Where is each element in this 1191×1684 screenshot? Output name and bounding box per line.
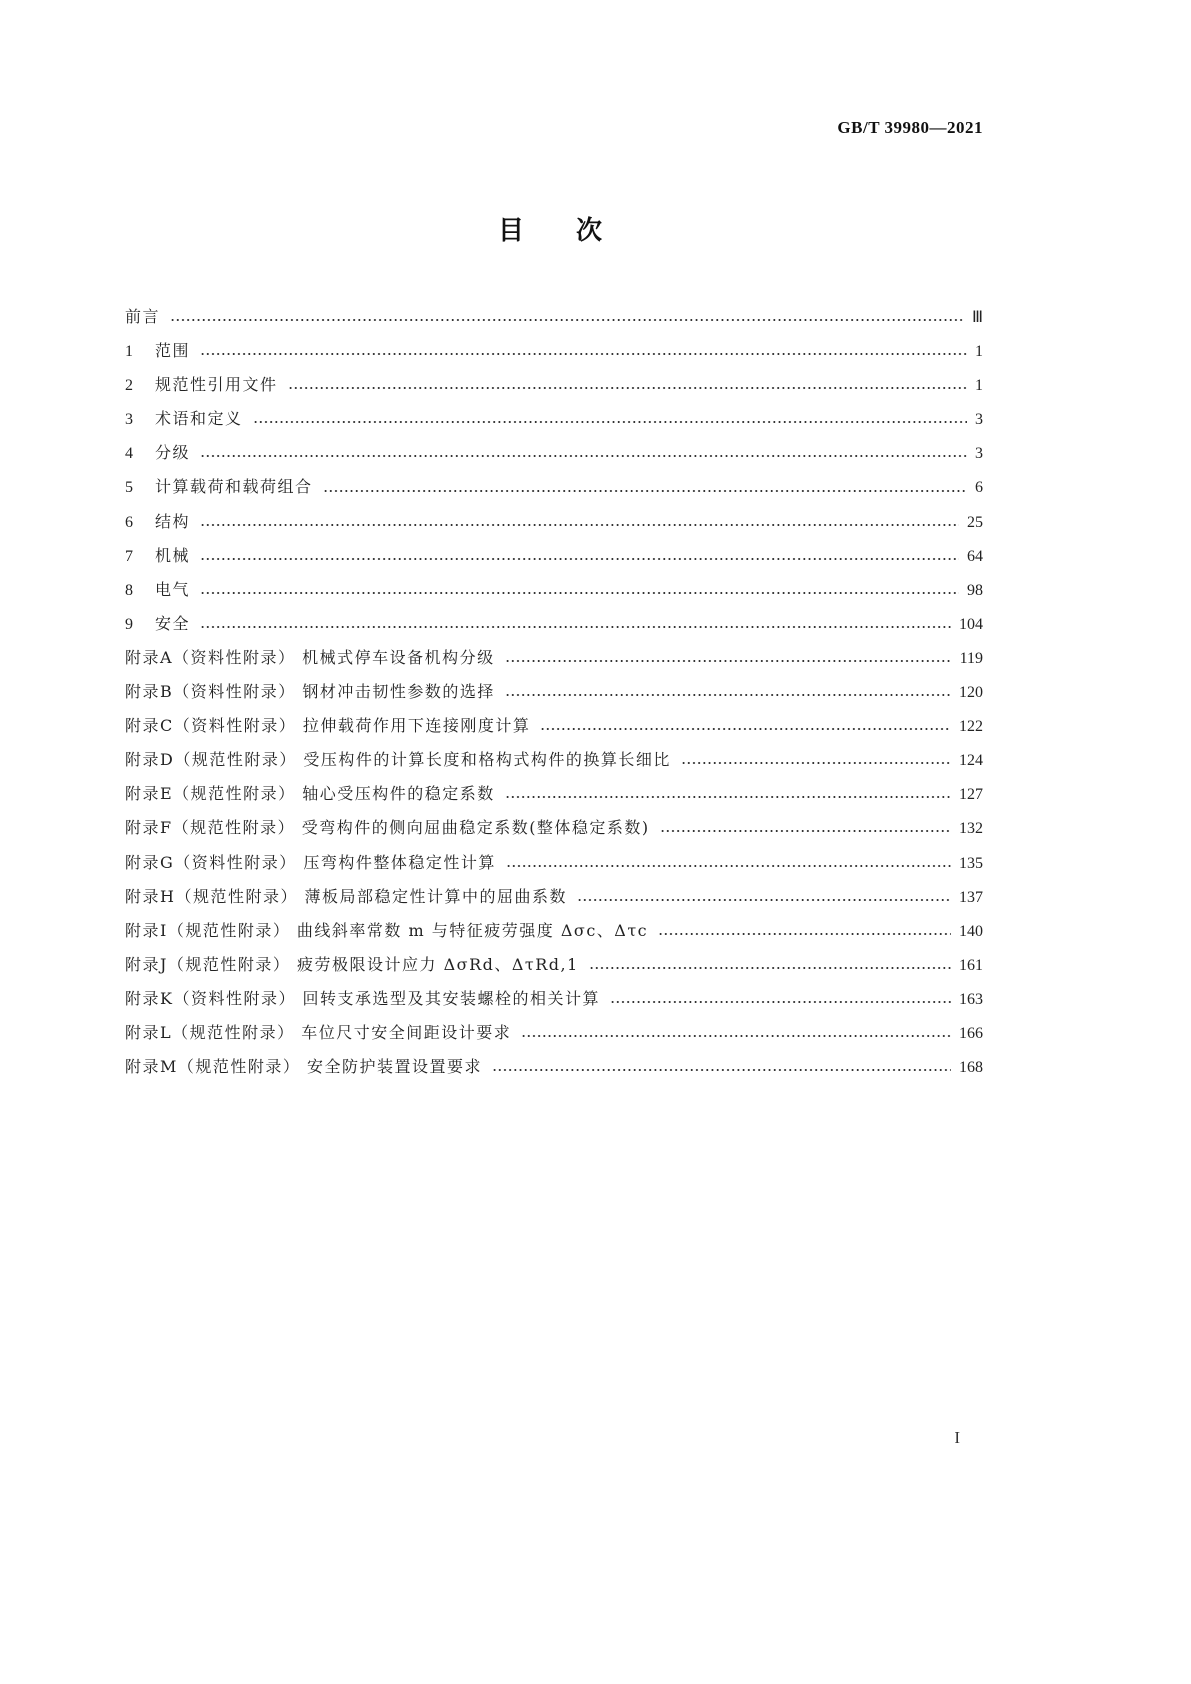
toc-entry-page: 64: [967, 547, 983, 565]
toc-entry-title: 计算载荷和载荷组合: [155, 477, 313, 497]
toc-entry-title: 范围: [155, 341, 191, 361]
toc-leader-dots: [200, 344, 967, 358]
toc-leader-dots: [589, 958, 951, 972]
toc-entry-page: 140: [959, 922, 983, 940]
toc-entry-number: 4: [125, 445, 133, 463]
toc-leader-dots: [200, 515, 959, 529]
toc-leader-dots: [288, 378, 967, 392]
toc-entry-page: 127: [959, 786, 983, 804]
standard-number: GB/T 39980—2021: [837, 118, 983, 137]
toc-entry[interactable]: [125, 948, 983, 982]
toc-entry-number: 8: [125, 581, 133, 599]
toc-entry-page: 1: [975, 343, 983, 361]
toc-entry-page: 124: [959, 752, 983, 770]
toc-entry[interactable]: [125, 846, 983, 880]
toc-entry[interactable]: [125, 641, 983, 675]
toc-entry[interactable]: [125, 505, 983, 539]
toc-entry-title: 附录J（规范性附录） 疲劳极限设计应力 ΔσRd、ΔτRd,1: [125, 954, 579, 974]
toc-entry[interactable]: [125, 1050, 983, 1084]
toc-leader-dots: [681, 753, 951, 767]
toc-leader-dots: [506, 856, 951, 870]
toc-entry-number: 9: [125, 615, 133, 633]
toc-entry-number: 5: [125, 479, 133, 497]
toc-entry[interactable]: [125, 573, 983, 607]
toc-entry[interactable]: [125, 743, 983, 777]
toc-leader-dots: [610, 992, 951, 1006]
toc-entry-number: 7: [125, 547, 133, 565]
toc-entry-number: 6: [125, 513, 133, 531]
page-number: I: [954, 1428, 960, 1447]
toc-entry[interactable]: [125, 709, 983, 743]
toc-entry-page: Ⅲ: [971, 309, 983, 326]
toc-entry-page: 166: [959, 1024, 983, 1042]
toc-entry-title: 附录M（规范性附录） 安全防护装置设置要求: [125, 1057, 482, 1077]
toc-entry-title: 附录L（规范性附录） 车位尺寸安全间距设计要求: [125, 1022, 512, 1042]
toc-leader-dots: [521, 1026, 951, 1040]
toc-entry-title: 安全: [155, 613, 191, 633]
toc-entry[interactable]: [125, 436, 983, 470]
toc-entry[interactable]: [125, 777, 983, 811]
toc-leader-dots: [505, 651, 952, 665]
toc-leader-dots: [505, 685, 951, 699]
toc-leader-dots: [540, 719, 951, 733]
toc-entry[interactable]: [125, 334, 983, 368]
toc-entry-title: 附录C（资料性附录） 拉伸载荷作用下连接刚度计算: [125, 716, 531, 736]
toc-entry[interactable]: [125, 675, 983, 709]
toc-entry-page: 168: [959, 1059, 983, 1077]
toc-entry-title: 附录E（规范性附录） 轴心受压构件的稳定系数: [125, 784, 495, 804]
toc-entry-title: 结构: [155, 511, 191, 531]
toc-entry-title: 附录I（规范性附录） 曲线斜率常数 m 与特征疲劳强度 Δσc、Δτc: [125, 920, 649, 940]
toc-entry-page: 122: [959, 718, 983, 736]
toc-entry[interactable]: [125, 811, 983, 845]
toc-entry-page: 1: [975, 377, 983, 395]
toc-leader-dots: [492, 1060, 951, 1074]
toc-leader-dots: [660, 821, 951, 835]
toc-entry-page: 104: [959, 615, 983, 633]
toc-entry-title: 机械: [155, 545, 191, 565]
toc-entry-title: 术语和定义: [155, 409, 243, 429]
toc-entry-title: 电气: [155, 579, 191, 599]
toc-leader-dots: [505, 787, 951, 801]
toc-entry-page: 3: [975, 411, 983, 429]
toc-entry-number: 2: [125, 377, 133, 395]
table-of-contents: [125, 300, 983, 1084]
toc-leader-dots: [658, 924, 951, 938]
toc-entry-title: 附录G（资料性附录） 压弯构件整体稳定性计算: [125, 852, 496, 872]
toc-entry-number: 3: [125, 411, 133, 429]
toc-entry-page: 132: [959, 820, 983, 838]
toc-leader-dots: [200, 446, 967, 460]
toc-entry-title: 附录B（资料性附录） 钢材冲击韧性参数的选择: [125, 682, 495, 702]
toc-leader-dots: [200, 583, 959, 597]
toc-entry-page: 163: [959, 990, 983, 1008]
toc-entry-page: 137: [959, 888, 983, 906]
toc-entry-title: 附录F（规范性附录） 受弯构件的侧向屈曲稳定系数(整体稳定系数): [125, 818, 650, 838]
toc-entry-page: 6: [975, 479, 983, 497]
toc-entry-title: 前言: [125, 307, 161, 326]
toc-entry[interactable]: [125, 982, 983, 1016]
toc-entry-title: 附录H（规范性附录） 薄板局部稳定性计算中的屈曲系数: [125, 886, 568, 906]
toc-entry[interactable]: [125, 914, 983, 948]
toc-entry[interactable]: [125, 607, 983, 641]
toc-entry[interactable]: [125, 368, 983, 402]
toc-entry-page: 161: [959, 956, 983, 974]
toc-leader-dots: [253, 412, 967, 426]
toc-leader-dots: [323, 481, 967, 495]
toc-entry[interactable]: [125, 402, 983, 436]
toc-entry[interactable]: [125, 300, 983, 334]
toc-leader-dots: [200, 549, 959, 563]
toc-entry[interactable]: [125, 539, 983, 573]
toc-entry-page: 120: [959, 684, 983, 702]
toc-entry-page: 25: [967, 513, 983, 531]
toc-entry-title: 附录K（资料性附录） 回转支承选型及其安装螺栓的相关计算: [125, 988, 601, 1008]
toc-leader-dots: [577, 890, 951, 904]
toc-entry-title: 规范性引用文件: [155, 375, 278, 395]
toc-entry-page: 98: [967, 581, 983, 599]
toc-entry-number: 1: [125, 343, 133, 361]
page-title: 目次: [497, 216, 654, 246]
toc-entry-title: 附录D（规范性附录） 受压构件的计算长度和格构式构件的换算长细比: [125, 750, 671, 770]
toc-entry-page: 119: [959, 649, 983, 667]
toc-entry-title: 分级: [155, 443, 191, 463]
toc-entry[interactable]: [125, 470, 983, 504]
toc-entry-page: 135: [959, 854, 983, 872]
toc-leader-dots: [200, 617, 951, 631]
toc-entry-page: 3: [975, 445, 983, 463]
toc-leader-dots: [170, 310, 964, 324]
toc-entry-title: 附录A（资料性附录） 机械式停车设备机构分级: [125, 647, 495, 667]
toc-entry[interactable]: [125, 1016, 983, 1050]
toc-entry[interactable]: [125, 880, 983, 914]
